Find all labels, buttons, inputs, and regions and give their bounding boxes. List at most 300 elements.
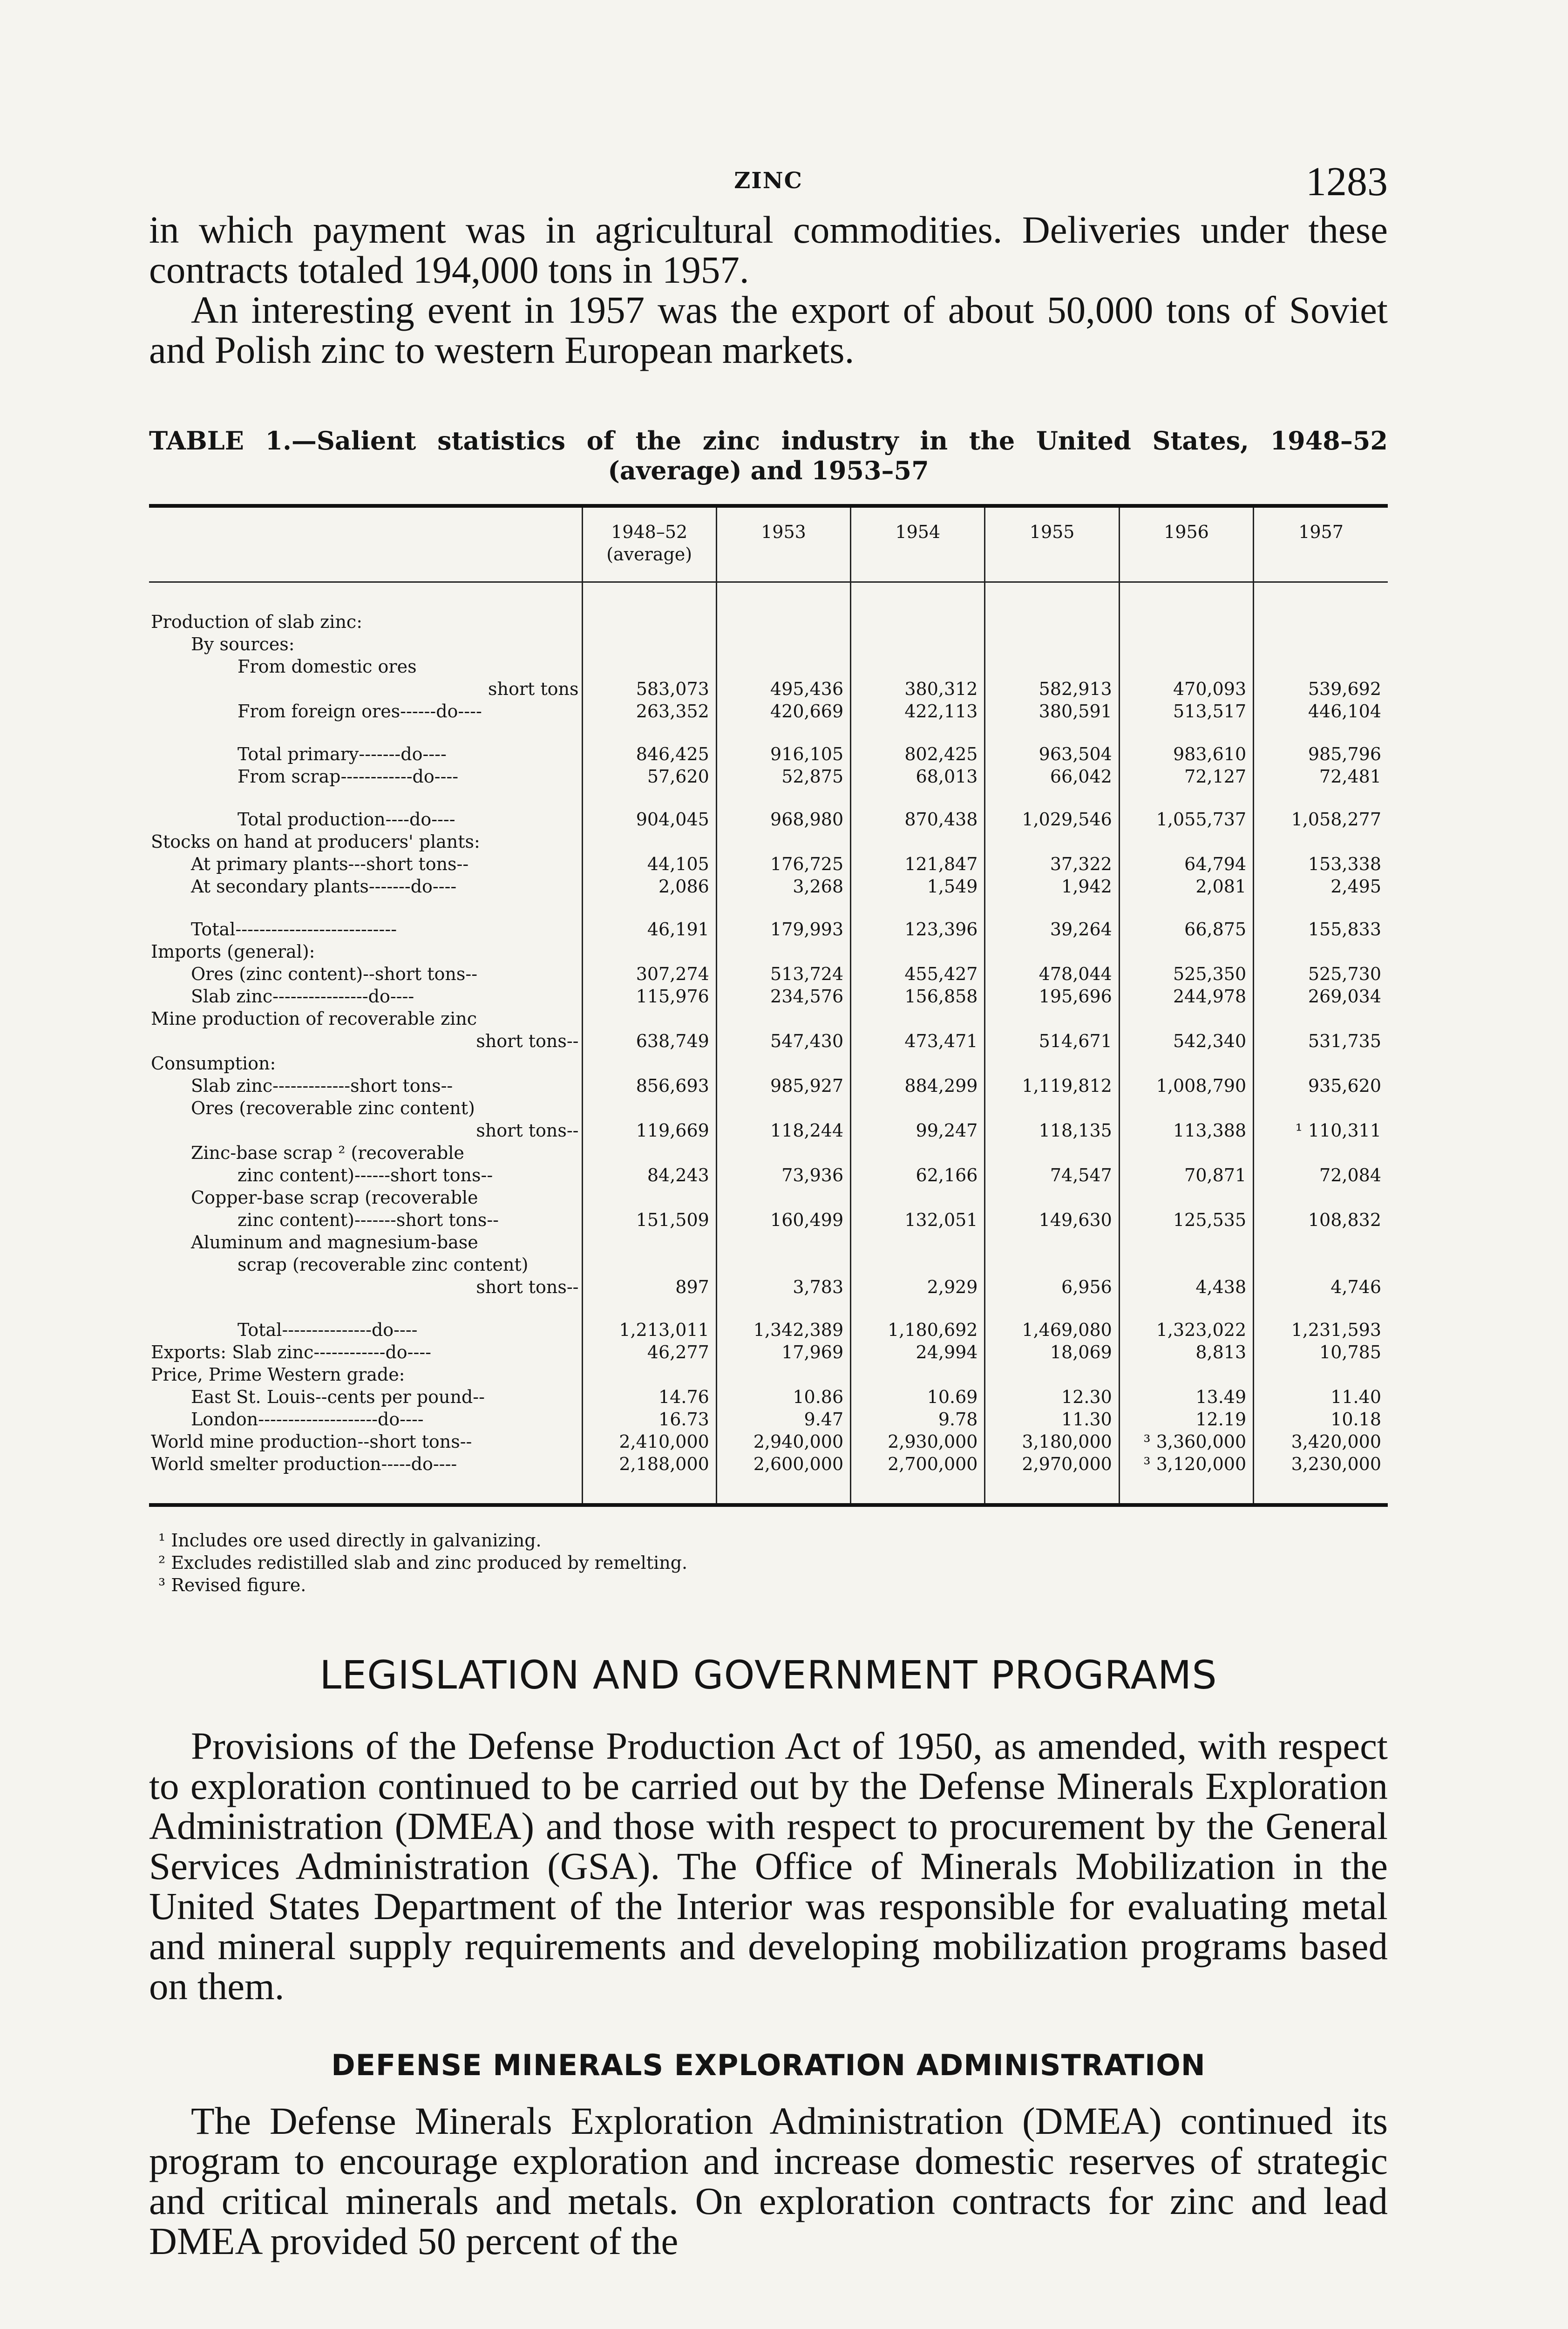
table-cell <box>1119 1186 1253 1209</box>
table-cell: 39,264 <box>985 898 1119 940</box>
row-label: East St. Louis--cents per pound-- <box>191 1387 485 1407</box>
table-cell <box>582 1097 716 1119</box>
table-cell <box>1119 1231 1253 1253</box>
column-header: 1955 <box>985 508 1119 582</box>
table-cell <box>851 1008 985 1030</box>
table-cell <box>851 633 985 655</box>
table-cell: 11.40 <box>1254 1386 1388 1408</box>
row-label: short tons-- <box>476 1120 579 1141</box>
table-cell <box>716 1363 850 1386</box>
table-cell: 2,410,000 <box>582 1430 716 1453</box>
table-row <box>149 1408 1388 1430</box>
row-label: World mine production--short tons-- <box>151 1431 472 1452</box>
column-header: 1948–52 (average) <box>582 508 716 582</box>
table-cell <box>851 1253 985 1276</box>
footnote: ³ Revised figure. <box>158 1575 306 1595</box>
table-cell: 935,620 <box>1254 1075 1388 1097</box>
table-row <box>149 1276 1388 1298</box>
table-cell: 1,119,812 <box>985 1075 1119 1097</box>
table-cell: 10.69 <box>851 1386 985 1408</box>
footnote: ² Excludes redistilled slab and zinc produced by remelting. <box>158 1553 688 1573</box>
table-cell <box>1254 940 1388 963</box>
table-row <box>149 1386 1388 1408</box>
column-header: 1953 <box>716 508 850 582</box>
table-cell: 525,350 <box>1119 963 1253 985</box>
table-cell: 13.49 <box>1119 1386 1253 1408</box>
table-cell <box>582 1231 716 1253</box>
table-cell: 2,086 <box>582 875 716 898</box>
table-cell: 916,105 <box>716 722 850 765</box>
table-cell <box>985 940 1119 963</box>
table-cell: 6,956 <box>985 1276 1119 1298</box>
row-label: From domestic ores <box>238 656 417 677</box>
table-cell <box>1254 1008 1388 1030</box>
table-cell: 70,871 <box>1119 1164 1253 1186</box>
row-label: At primary plants---short tons-- <box>191 854 469 874</box>
table-cell: 24,994 <box>851 1341 985 1363</box>
table-cell: 1,549 <box>851 875 985 898</box>
table-cell <box>1254 655 1388 678</box>
table-cell <box>1119 1142 1253 1164</box>
table-row <box>149 985 1388 1008</box>
table-cell <box>985 1186 1119 1209</box>
table-row <box>149 1052 1388 1075</box>
table-cell: 983,610 <box>1119 722 1253 765</box>
table-cell <box>851 831 985 853</box>
table-cell: 179,993 <box>716 898 850 940</box>
column-header: 1957 <box>1254 508 1388 582</box>
table-cell <box>1119 1097 1253 1119</box>
table-cell: 4,746 <box>1254 1276 1388 1298</box>
table-cell: 3,268 <box>716 875 850 898</box>
table-cell <box>582 582 716 633</box>
table-row <box>149 898 1388 940</box>
table-row <box>149 1008 1388 1030</box>
row-label: Slab zinc-------------short tons-- <box>191 1076 453 1096</box>
table-row <box>149 678 1388 700</box>
table-cell: 422,113 <box>851 700 985 722</box>
table-row <box>149 853 1388 875</box>
table-cell: 37,322 <box>985 853 1119 875</box>
table-cell <box>1119 582 1253 633</box>
table-row <box>149 940 1388 963</box>
table-body <box>149 582 1388 1504</box>
row-label: Slab zinc----------------do---- <box>191 986 414 1007</box>
section-paragraph: Provisions of the Defense Production Act of 1950, as amended, with respect to exploration continued to be carried out by the Defense Minerals Exploration Administration (DMEA) and those with respect to procurement by the General Services Administration (GSA). The Office of Minerals Mobilization in the United States Department of the Interior was responsible for evaluating metal and mineral supply requirements and developing mobilization programs based on them. <box>149 1724 1388 2008</box>
table-cell <box>1254 1186 1388 1209</box>
table-row <box>149 765 1388 788</box>
table-cell: 2,929 <box>851 1276 985 1298</box>
table-cell: 4,438 <box>1119 1276 1253 1298</box>
table-cell <box>716 1186 850 1209</box>
table-caption <box>149 426 1388 485</box>
table-row <box>149 1363 1388 1386</box>
table-cell: 46,277 <box>582 1341 716 1363</box>
table-cell: 1,029,546 <box>985 788 1119 831</box>
table-cell: 9.47 <box>716 1408 850 1430</box>
table-cell <box>985 655 1119 678</box>
row-label: zinc content)-------short tons-- <box>238 1210 499 1230</box>
table-cell: 11.30 <box>985 1408 1119 1430</box>
table-row <box>149 655 1388 678</box>
row-label: short tons-- <box>476 1277 579 1297</box>
table-cell <box>716 1008 850 1030</box>
table-cell: 2,970,000 <box>985 1453 1119 1503</box>
table-cell <box>851 1052 985 1075</box>
row-label: Mine production of recoverable zinc <box>151 1008 477 1029</box>
table-cell: 2,940,000 <box>716 1430 850 1453</box>
table-cell: 2,700,000 <box>851 1453 985 1503</box>
row-label: Stocks on hand at producers' plants: <box>151 831 480 852</box>
table-cell: 897 <box>582 1276 716 1298</box>
table-cell <box>582 1186 716 1209</box>
table-cell: 2,600,000 <box>716 1453 850 1503</box>
table-cell: 531,735 <box>1254 1030 1388 1052</box>
table-cell <box>1119 633 1253 655</box>
footnote: ¹ Includes ore used directly in galvanizing. <box>158 1530 542 1551</box>
table-cell: 513,724 <box>716 963 850 985</box>
intro-paragraph-1: in which payment was in agricultural commodities. Deliveries under these contracts totaled 194,000 tons in 1957. <box>149 208 1388 291</box>
row-label: Ores (recoverable zinc content) <box>191 1098 475 1118</box>
table-cell: 9.78 <box>851 1408 985 1430</box>
table-row <box>149 582 1388 633</box>
table-cell: 66,875 <box>1119 898 1253 940</box>
page-number: 1283 <box>1306 159 1388 204</box>
table-cell: 123,396 <box>851 898 985 940</box>
table-cell <box>716 1142 850 1164</box>
subsection-paragraph: The Defense Minerals Exploration Administration (DMEA) continued its program to encourage exploration and increase domestic reserves of strategic and critical minerals and metals. On exploration contracts for zinc and lead DMEA provided 50 percent of the <box>149 2099 1388 2262</box>
table-cell: 195,696 <box>985 985 1119 1008</box>
row-label: short tons <box>488 679 579 699</box>
row-label: Zinc-base scrap ² (recoverable <box>191 1143 464 1163</box>
table-cell <box>716 1052 850 1075</box>
table-cell: 52,875 <box>716 765 850 788</box>
table-row <box>149 633 1388 655</box>
table-cell: 68,013 <box>851 765 985 788</box>
table-cell: 3,180,000 <box>985 1430 1119 1453</box>
table-cell <box>582 1142 716 1164</box>
table-cell: ³ 3,120,000 <box>1119 1453 1253 1503</box>
table-cell: 3,420,000 <box>1254 1430 1388 1453</box>
table-cell <box>1254 831 1388 853</box>
table-cell <box>1119 1052 1253 1075</box>
table-cell: 985,927 <box>716 1075 850 1097</box>
table-cell: 72,127 <box>1119 765 1253 788</box>
table-cell: 904,045 <box>582 788 716 831</box>
table-cell <box>716 1097 850 1119</box>
table-cell: 1,058,277 <box>1254 788 1388 831</box>
table-row <box>149 700 1388 722</box>
table-cell <box>851 1231 985 1253</box>
table-cell <box>1119 1008 1253 1030</box>
table-caption-line-1: TABLE 1.—Salient statistics of the zinc industry in the United States, 1948–52 <box>149 426 1388 456</box>
table-cell: ¹ 110,311 <box>1254 1119 1388 1142</box>
table-cell: 1,323,022 <box>1119 1298 1253 1341</box>
table-cell: 153,338 <box>1254 853 1388 875</box>
table-cell <box>851 1097 985 1119</box>
row-label: Total--------------------------- <box>191 919 397 940</box>
table-cell: 1,942 <box>985 875 1119 898</box>
table-cell: 495,436 <box>716 678 850 700</box>
table-cell: 380,591 <box>985 700 1119 722</box>
subsection-heading: DEFENSE MINERALS EXPLORATION ADMINISTRATION <box>331 2048 1206 2082</box>
table-cell: 176,725 <box>716 853 850 875</box>
running-head-title: ZINC <box>734 168 803 194</box>
table-cell: 73,936 <box>716 1164 850 1186</box>
table-cell: 72,084 <box>1254 1164 1388 1186</box>
table-cell <box>985 1363 1119 1386</box>
table-cell: 269,034 <box>1254 985 1388 1008</box>
table-caption-line-2: (average) and 1953–57 <box>608 456 929 485</box>
table-cell: 160,499 <box>716 1209 850 1231</box>
table-cell: 151,509 <box>582 1209 716 1231</box>
row-label: Copper-base scrap (recoverable <box>191 1187 478 1208</box>
table-cell <box>1254 1142 1388 1164</box>
table-cell <box>582 1253 716 1276</box>
table-cell <box>716 940 850 963</box>
table-row <box>149 788 1388 831</box>
row-label: By sources: <box>191 634 295 654</box>
table-cell: 244,978 <box>1119 985 1253 1008</box>
table-cell <box>716 655 850 678</box>
table-cell: 513,517 <box>1119 700 1253 722</box>
table-cell: 44,105 <box>582 853 716 875</box>
table-row <box>149 1164 1388 1186</box>
table-header-row <box>149 508 1388 582</box>
row-label: From scrap------------do---- <box>238 766 459 787</box>
table-cell <box>985 1231 1119 1253</box>
table-cell: 156,858 <box>851 985 985 1008</box>
table-cell: 380,312 <box>851 678 985 700</box>
table-cell: 884,299 <box>851 1075 985 1097</box>
row-label: From foreign ores------do---- <box>238 701 482 722</box>
table-row <box>149 1075 1388 1097</box>
table-cell: 113,388 <box>1119 1119 1253 1142</box>
row-label: Exports: Slab zinc------------do---- <box>151 1342 432 1362</box>
table-cell: 132,051 <box>851 1209 985 1231</box>
table-cell: 1,231,593 <box>1254 1298 1388 1341</box>
table-cell: 2,495 <box>1254 875 1388 898</box>
table-cell: 10,785 <box>1254 1341 1388 1363</box>
table-row <box>149 1253 1388 1276</box>
row-label: Aluminum and magnesium-base <box>191 1232 478 1253</box>
table-cell <box>985 1142 1119 1164</box>
table-cell: 420,669 <box>716 700 850 722</box>
table-cell: 1,213,011 <box>582 1298 716 1341</box>
table-row <box>149 1231 1388 1253</box>
table-cell: 2,930,000 <box>851 1430 985 1453</box>
table-cell <box>1254 1363 1388 1386</box>
table-cell: 478,044 <box>985 963 1119 985</box>
table-row <box>149 831 1388 853</box>
table-cell <box>582 940 716 963</box>
table-cell <box>716 831 850 853</box>
table-cell: 985,796 <box>1254 722 1388 765</box>
table-cell: 856,693 <box>582 1075 716 1097</box>
table-cell: 514,671 <box>985 1030 1119 1052</box>
row-label: Consumption: <box>151 1053 276 1074</box>
table-cell: 870,438 <box>851 788 985 831</box>
table-cell <box>582 655 716 678</box>
table-row <box>149 963 1388 985</box>
table-cell: 118,244 <box>716 1119 850 1142</box>
table-cell: 846,425 <box>582 722 716 765</box>
table-cell: 57,620 <box>582 765 716 788</box>
table-cell: 547,430 <box>716 1030 850 1052</box>
table-cell: 582,913 <box>985 678 1119 700</box>
table-cell <box>851 1142 985 1164</box>
table-row <box>149 722 1388 765</box>
header-stub <box>149 508 582 582</box>
table-row <box>149 875 1388 898</box>
table-cell: 18,069 <box>985 1341 1119 1363</box>
table-cell <box>1254 1231 1388 1253</box>
table-cell: 10.86 <box>716 1386 850 1408</box>
table-cell: 3,783 <box>716 1276 850 1298</box>
table-cell: 968,980 <box>716 788 850 831</box>
table-cell <box>1119 655 1253 678</box>
table-cell: 1,180,692 <box>851 1298 985 1341</box>
row-label: short tons-- <box>476 1031 579 1051</box>
table-cell: 1,008,790 <box>1119 1075 1253 1097</box>
row-label: Total---------------do---- <box>238 1320 418 1340</box>
table-cell: 263,352 <box>582 700 716 722</box>
table-row <box>149 1186 1388 1209</box>
table-cell <box>851 655 985 678</box>
table-cell: 16.73 <box>582 1408 716 1430</box>
table-cell: 115,976 <box>582 985 716 1008</box>
table-cell: 10.18 <box>1254 1408 1388 1430</box>
table-cell: 1,055,737 <box>1119 788 1253 831</box>
table-cell <box>851 582 985 633</box>
table-cell <box>1254 1253 1388 1276</box>
table-row <box>149 1030 1388 1052</box>
statistics-grid <box>149 508 1388 1503</box>
table-cell <box>1254 1097 1388 1119</box>
row-label: World smelter production-----do---- <box>151 1454 457 1474</box>
table-cell: 46,191 <box>582 898 716 940</box>
table-cell <box>985 831 1119 853</box>
table-cell: 542,340 <box>1119 1030 1253 1052</box>
table-cell: ³ 3,360,000 <box>1119 1430 1253 1453</box>
row-label: scrap (recoverable zinc content) <box>238 1254 529 1275</box>
table-cell: 3,230,000 <box>1254 1453 1388 1503</box>
table-cell: 149,630 <box>985 1209 1119 1231</box>
table-cell <box>1254 633 1388 655</box>
table-cell: 14.76 <box>582 1386 716 1408</box>
table-cell: 455,427 <box>851 963 985 985</box>
table-cell <box>582 1363 716 1386</box>
table-cell: 99,247 <box>851 1119 985 1142</box>
table-cell <box>851 1363 985 1386</box>
table-cell: 12.30 <box>985 1386 1119 1408</box>
intro-paragraph-2: An interesting event in 1957 was the export of about 50,000 tons of Soviet and Polish zinc to western European markets. <box>149 288 1388 371</box>
table-cell <box>716 633 850 655</box>
table-row <box>149 1142 1388 1164</box>
table-cell: 84,243 <box>582 1164 716 1186</box>
table-row <box>149 1119 1388 1142</box>
table-cell: 119,669 <box>582 1119 716 1142</box>
table-cell: 2,188,000 <box>582 1453 716 1503</box>
row-label: Production of slab zinc: <box>151 612 363 632</box>
table-cell <box>1119 940 1253 963</box>
table-row <box>149 1298 1388 1341</box>
table-cell <box>851 1186 985 1209</box>
column-header: 1956 <box>1119 508 1253 582</box>
table-row <box>149 1430 1388 1453</box>
table-cell <box>582 1052 716 1075</box>
table-row <box>149 1341 1388 1363</box>
table-cell: 8,813 <box>1119 1341 1253 1363</box>
table-cell <box>716 1253 850 1276</box>
table-cell <box>716 1231 850 1253</box>
table-row <box>149 1453 1388 1503</box>
row-label: zinc content)------short tons-- <box>238 1165 493 1185</box>
row-label: Ores (zinc content)--short tons-- <box>191 964 478 984</box>
table-cell: 307,274 <box>582 963 716 985</box>
table-cell <box>716 582 850 633</box>
table-cell <box>985 1052 1119 1075</box>
book-page <box>149 158 1388 2261</box>
table-cell: 17,969 <box>716 1341 850 1363</box>
table-cell <box>985 1097 1119 1119</box>
column-header: 1954 <box>851 508 985 582</box>
table-cell: 470,093 <box>1119 678 1253 700</box>
table-cell: 66,042 <box>985 765 1119 788</box>
table-cell <box>1119 1363 1253 1386</box>
row-label: Total production----do---- <box>238 809 455 830</box>
table-cell <box>1119 831 1253 853</box>
row-label: Price, Prime Western grade: <box>151 1364 405 1385</box>
table-cell: 121,847 <box>851 853 985 875</box>
table-cell: 74,547 <box>985 1164 1119 1186</box>
table-cell <box>582 1008 716 1030</box>
table-footnotes <box>149 1529 1388 1596</box>
table-cell <box>985 582 1119 633</box>
row-label: London--------------------do---- <box>191 1409 424 1430</box>
table-cell: 963,504 <box>985 722 1119 765</box>
table-row <box>149 1097 1388 1119</box>
table-cell: 12.19 <box>1119 1408 1253 1430</box>
table-cell: 802,425 <box>851 722 985 765</box>
table-cell <box>582 831 716 853</box>
table-cell: 539,692 <box>1254 678 1388 700</box>
table-cell <box>985 633 1119 655</box>
table-cell <box>1254 1052 1388 1075</box>
table-cell: 108,832 <box>1254 1209 1388 1231</box>
table-cell: 125,535 <box>1119 1209 1253 1231</box>
row-label: Imports (general): <box>151 941 315 962</box>
table-cell: 62,166 <box>851 1164 985 1186</box>
statistics-table <box>149 504 1388 1507</box>
section-heading: LEGISLATION AND GOVERNMENT PROGRAMS <box>319 1652 1217 1698</box>
table-cell: 234,576 <box>716 985 850 1008</box>
running-head <box>149 158 1388 210</box>
table-cell: 1,342,389 <box>716 1298 850 1341</box>
table-cell: 64,794 <box>1119 853 1253 875</box>
table-cell <box>985 1253 1119 1276</box>
table-cell: 72,481 <box>1254 765 1388 788</box>
table-row <box>149 1209 1388 1231</box>
table-cell: 118,135 <box>985 1119 1119 1142</box>
table-cell: 525,730 <box>1254 963 1388 985</box>
table-cell: 155,833 <box>1254 898 1388 940</box>
table-cell <box>985 1008 1119 1030</box>
table-cell: 2,081 <box>1119 875 1253 898</box>
table-cell: 473,471 <box>851 1030 985 1052</box>
table-cell <box>1254 582 1388 633</box>
row-label: At secondary plants-------do---- <box>191 876 457 897</box>
